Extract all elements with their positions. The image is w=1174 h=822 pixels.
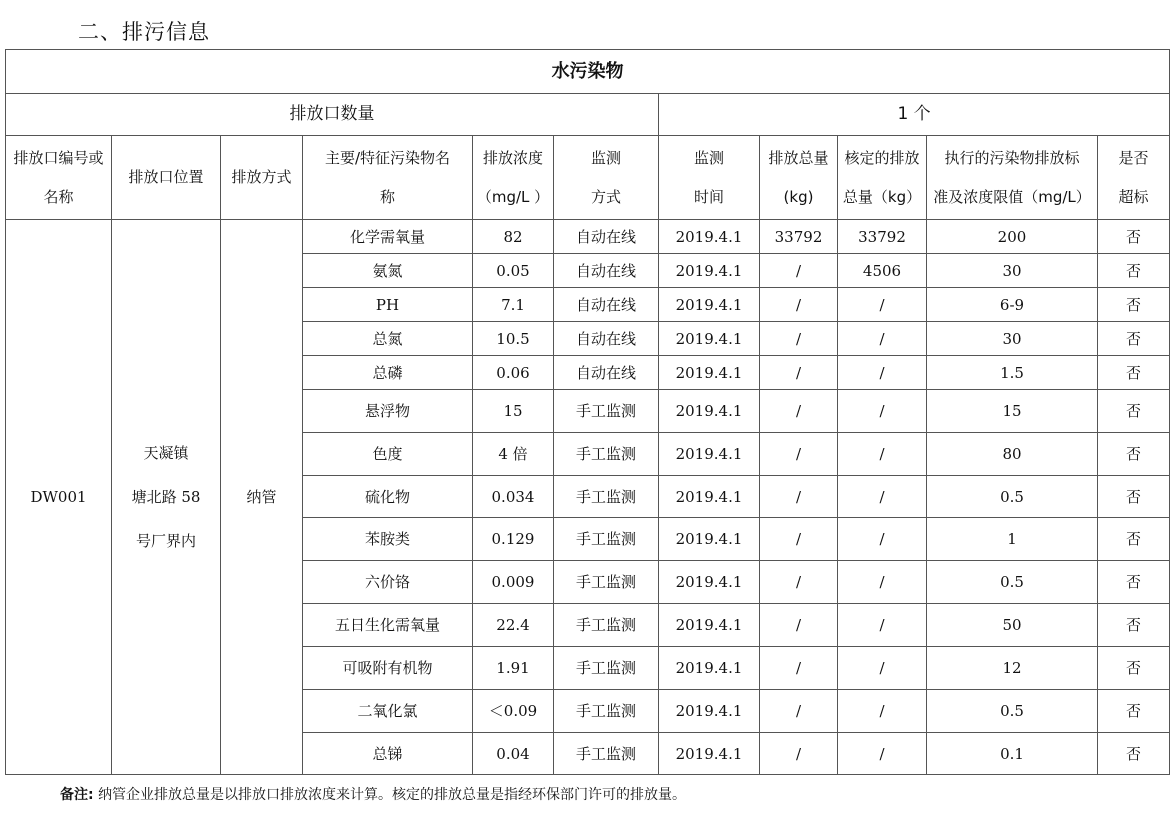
section-heading: 二、排污信息: [78, 20, 210, 44]
exceed-cell: 否: [1098, 518, 1170, 561]
table-title: 水污染物: [6, 50, 1170, 94]
concentration-cell: 0.05: [473, 254, 554, 288]
approved-cell: /: [838, 433, 927, 476]
header-monitor-time: [659, 136, 760, 220]
time-cell: 2019.4.1: [659, 220, 760, 254]
method-cell: 自动在线: [554, 322, 659, 356]
time-cell: 2019.4.1: [659, 690, 760, 733]
approved-cell: /: [838, 288, 927, 322]
method-cell: 手工监测: [554, 604, 659, 647]
total-cell: /: [760, 518, 838, 561]
header-concentration-line: 排放浓度: [482, 148, 543, 167]
header-exceed-line: 是否: [1118, 148, 1149, 167]
limit-cell: 50: [927, 604, 1098, 647]
approved-cell: /: [838, 390, 927, 433]
pollutant-cell: 色度: [303, 433, 473, 476]
limit-cell: 30: [927, 322, 1098, 356]
header-monitor-time-line: 监测: [693, 148, 724, 167]
footnote-label: 备注:: [60, 787, 94, 803]
method-cell: 自动在线: [554, 288, 659, 322]
total-cell: /: [760, 476, 838, 518]
approved-cell: 4506: [838, 254, 927, 288]
total-cell: /: [760, 647, 838, 690]
pollutant-cell: 五日生化需氧量: [303, 604, 473, 647]
header-monitor-time-line: 时间: [693, 187, 724, 206]
time-cell: 2019.4.1: [659, 518, 760, 561]
method-cell: 自动在线: [554, 220, 659, 254]
time-cell: 2019.4.1: [659, 356, 760, 390]
outlet-location-line: 号厂界内: [135, 532, 196, 550]
header-approved-total: [838, 136, 927, 220]
limit-cell: 200: [927, 220, 1098, 254]
header-exceed-line: 超标: [1118, 187, 1149, 206]
footnote-text: 纳管企业排放总量是以排放口排放浓度来计算。核定的排放总量是指经环保部门许可的排放量。: [98, 787, 687, 803]
concentration-cell: ＜0.09: [473, 690, 554, 733]
limit-cell: 12: [927, 647, 1098, 690]
table-row: [6, 220, 1170, 254]
header-total-emission: [760, 136, 838, 220]
concentration-cell: 1.91: [473, 647, 554, 690]
concentration-cell: 0.06: [473, 356, 554, 390]
total-cell: /: [760, 254, 838, 288]
method-cell: 手工监测: [554, 647, 659, 690]
outlet-location-line: 塘北路 58: [131, 488, 201, 506]
concentration-cell: 0.009: [473, 561, 554, 604]
limit-cell: 0.5: [927, 561, 1098, 604]
exceed-cell: 否: [1098, 288, 1170, 322]
method-cell: 手工监测: [554, 390, 659, 433]
header-standard-limit: [927, 136, 1098, 220]
pollutant-cell: 氨氮: [303, 254, 473, 288]
pollutant-cell: 可吸附有机物: [303, 647, 473, 690]
exceed-cell: 否: [1098, 220, 1170, 254]
total-cell: 33792: [760, 220, 838, 254]
header-pollutant-line: 称: [379, 187, 395, 206]
limit-cell: 1: [927, 518, 1098, 561]
time-cell: 2019.4.1: [659, 390, 760, 433]
header-monitor-method: [554, 136, 659, 220]
exceed-cell: 否: [1098, 254, 1170, 288]
limit-cell: 30: [927, 254, 1098, 288]
header-outlet-location: [112, 136, 221, 220]
header-outlet-location-line: 排放口位置: [128, 168, 204, 186]
pollutant-cell: 苯胺类: [303, 518, 473, 561]
concentration-cell: 0.04: [473, 733, 554, 775]
time-cell: 2019.4.1: [659, 647, 760, 690]
header-outlet-id-line: 名称: [43, 187, 74, 206]
total-cell: /: [760, 561, 838, 604]
header-discharge-method: [221, 136, 303, 220]
approved-cell: /: [838, 604, 927, 647]
exceed-cell: 否: [1098, 690, 1170, 733]
limit-cell: 1.5: [927, 356, 1098, 390]
approved-cell: /: [838, 690, 927, 733]
approved-cell: /: [838, 518, 927, 561]
header-standard-limit-line: 准及浓度限值（mg/L）: [933, 187, 1091, 206]
total-cell: /: [760, 322, 838, 356]
method-cell: 手工监测: [554, 690, 659, 733]
header-standard-limit-line: 执行的污染物排放标: [944, 148, 1080, 167]
total-cell: /: [760, 356, 838, 390]
exceed-cell: 否: [1098, 604, 1170, 647]
approved-cell: 33792: [838, 220, 927, 254]
exceed-cell: 否: [1098, 356, 1170, 390]
approved-cell: /: [838, 733, 927, 775]
concentration-cell: 10.5: [473, 322, 554, 356]
concentration-cell: 4 倍: [473, 433, 554, 476]
exceed-cell: 否: [1098, 733, 1170, 775]
header-monitor-method-line: 监测: [590, 148, 621, 167]
total-cell: /: [760, 433, 838, 476]
pollutant-cell: 总磷: [303, 356, 473, 390]
header-total-emission-line: (kg): [783, 187, 814, 206]
header-monitor-method-line: 方式: [590, 187, 621, 206]
pollutant-cell: 悬浮物: [303, 390, 473, 433]
method-cell: 手工监测: [554, 433, 659, 476]
method-cell: 自动在线: [554, 254, 659, 288]
pollutant-cell: 化学需氧量: [303, 220, 473, 254]
pollutant-cell: 六价铬: [303, 561, 473, 604]
method-cell: 手工监测: [554, 561, 659, 604]
header-concentration: [473, 136, 554, 220]
header-approved-total-line: 核定的排放: [844, 148, 920, 167]
outlet-count-value: 1 个: [659, 94, 1170, 136]
time-cell: 2019.4.1: [659, 476, 760, 518]
header-pollutant-line: 主要/特征污染物名: [324, 148, 451, 167]
header-concentration-line: （mg/L ）: [476, 187, 550, 206]
approved-cell: /: [838, 322, 927, 356]
limit-cell: 0.1: [927, 733, 1098, 775]
footnote: [60, 784, 686, 804]
approved-cell: /: [838, 647, 927, 690]
discharge-method-cell: 纳管: [221, 220, 303, 775]
header-pollutant: [303, 136, 473, 220]
method-cell: 手工监测: [554, 518, 659, 561]
exceed-cell: 否: [1098, 647, 1170, 690]
approved-cell: /: [838, 356, 927, 390]
pollutant-cell: 二氧化氯: [303, 690, 473, 733]
water-pollutant-table: [5, 49, 1170, 775]
method-cell: 自动在线: [554, 356, 659, 390]
approved-cell: /: [838, 476, 927, 518]
concentration-cell: 22.4: [473, 604, 554, 647]
pollutant-cell: 硫化物: [303, 476, 473, 518]
exceed-cell: 否: [1098, 390, 1170, 433]
header-outlet-id-line: 排放口编号或: [13, 148, 104, 167]
pollutant-cell: 总锑: [303, 733, 473, 775]
concentration-cell: 0.129: [473, 518, 554, 561]
concentration-cell: 0.034: [473, 476, 554, 518]
concentration-cell: 7.1: [473, 288, 554, 322]
total-cell: /: [760, 390, 838, 433]
time-cell: 2019.4.1: [659, 322, 760, 356]
limit-cell: 0.5: [927, 476, 1098, 518]
exceed-cell: 否: [1098, 322, 1170, 356]
header-discharge-method-line: 排放方式: [231, 168, 292, 186]
time-cell: 2019.4.1: [659, 254, 760, 288]
concentration-cell: 82: [473, 220, 554, 254]
approved-cell: /: [838, 561, 927, 604]
outlet-id-cell: DW001: [6, 220, 112, 775]
method-cell: 手工监测: [554, 476, 659, 518]
limit-cell: 6-9: [927, 288, 1098, 322]
outlet-count-label: 排放口数量: [6, 94, 659, 136]
limit-cell: 80: [927, 433, 1098, 476]
total-cell: /: [760, 604, 838, 647]
limit-cell: 15: [927, 390, 1098, 433]
total-cell: /: [760, 690, 838, 733]
pollutant-cell: PH: [303, 288, 473, 322]
time-cell: 2019.4.1: [659, 561, 760, 604]
time-cell: 2019.4.1: [659, 288, 760, 322]
method-cell: 手工监测: [554, 733, 659, 775]
limit-cell: 0.5: [927, 690, 1098, 733]
exceed-cell: 否: [1098, 433, 1170, 476]
pollutant-cell: 总氮: [303, 322, 473, 356]
time-cell: 2019.4.1: [659, 433, 760, 476]
header-total-emission-line: 排放总量: [768, 148, 829, 167]
total-cell: /: [760, 733, 838, 775]
exceed-cell: 否: [1098, 476, 1170, 518]
outlet-location-line: 天凝镇: [143, 444, 189, 462]
time-cell: 2019.4.1: [659, 733, 760, 775]
exceed-cell: 否: [1098, 561, 1170, 604]
time-cell: 2019.4.1: [659, 604, 760, 647]
total-cell: /: [760, 288, 838, 322]
outlet-location-cell: [112, 220, 221, 775]
header-exceed: [1098, 136, 1170, 220]
header-outlet-id: [6, 136, 112, 220]
concentration-cell: 15: [473, 390, 554, 433]
header-approved-total-line: 总量（kg）: [842, 187, 922, 206]
